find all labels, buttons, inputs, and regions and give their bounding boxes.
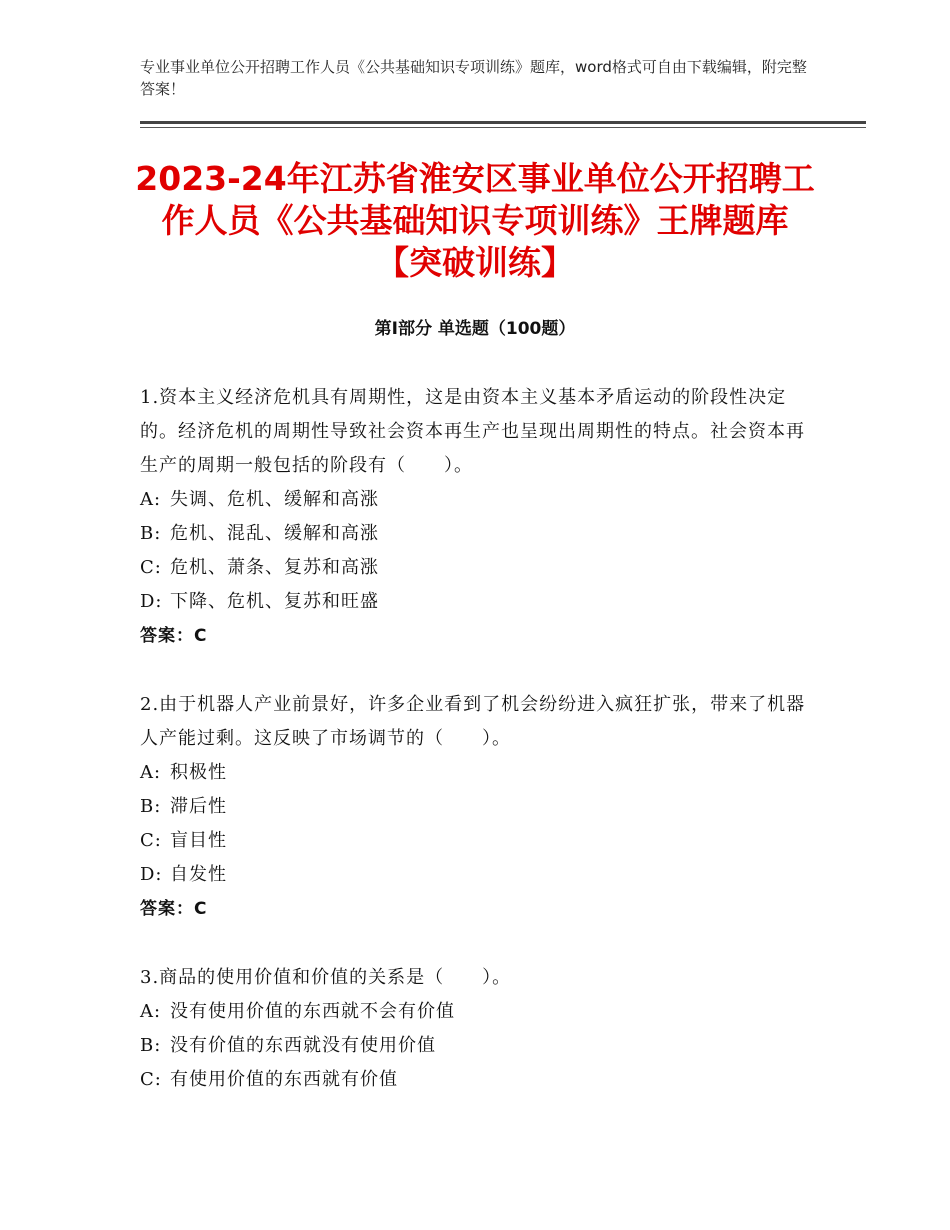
option-text: 没有价值的东西就没有使用价值 [170,1035,436,1056]
header-divider-thick [140,121,866,124]
option-letter: B: [140,1035,162,1056]
option-letter: A: [140,762,162,783]
answer: 答案：C [140,899,208,919]
document-title: 2023-24年江苏省淮安区事业单位公开招聘工作人员《公共基础知识专项训练》王牌题库【突破训练】 [135,159,815,282]
question-stem: 1.资本主义经济危机具有周期性，这是由资本主义基本矛盾运动的阶段性决定的。经济危机的周期性导致社会资本再生产也呈现出周期性的特点。社会资本再生产的周期一般包括的阶段有（ ）。 [140,387,805,476]
option-text: 危机、萧条、复苏和高涨 [170,557,379,578]
option-letter: D: [140,591,163,612]
option-a [140,483,820,517]
option-c [140,1063,820,1097]
question-stem: 2.由于机器人产业前景好，许多企业看到了机会纷纷进入疯狂扩张，带来了机器人产能过剩。这反映了市场调节的（ ）。 [140,694,806,749]
option-b [140,1029,820,1063]
option-letter: A: [140,1001,162,1022]
option-d [140,858,820,892]
option-letter: C: [140,557,162,578]
option-letter: D: [140,864,163,885]
question-2 [140,688,820,926]
option-letter: C: [140,1069,162,1090]
option-letter: B: [140,796,162,817]
header-divider-thin [140,127,866,128]
option-text: 没有使用价值的东西就不会有价值 [170,1001,455,1022]
section-heading: 第Ⅰ部分 单选题（100题） [374,319,576,339]
question-1 [140,381,820,653]
option-text: 有使用价值的东西就有价值 [170,1069,398,1090]
option-letter: B: [140,523,162,544]
option-b [140,790,820,824]
header-note: 专业事业单位公开招聘工作人员《公共基础知识专项训练》题库，word格式可自由下载编辑，附完整答案！ [140,58,807,98]
option-a [140,995,820,1029]
option-letter: A: [140,489,162,510]
option-letter: C: [140,830,162,851]
option-b [140,517,820,551]
option-c [140,824,820,858]
answer: 答案：C [140,626,208,646]
option-text: 盲目性 [170,830,227,851]
option-text: 下降、危机、复苏和旺盛 [170,591,379,612]
option-text: 积极性 [170,762,227,783]
option-text: 自发性 [170,864,227,885]
option-text: 失调、危机、缓解和高涨 [170,489,379,510]
question-3 [140,961,820,1097]
option-c [140,551,820,585]
question-stem: 3.商品的使用价值和价值的关系是（ ）。 [140,967,512,988]
option-text: 滞后性 [170,796,227,817]
option-a [140,756,820,790]
option-text: 危机、混乱、缓解和高涨 [170,523,379,544]
option-d [140,585,820,619]
